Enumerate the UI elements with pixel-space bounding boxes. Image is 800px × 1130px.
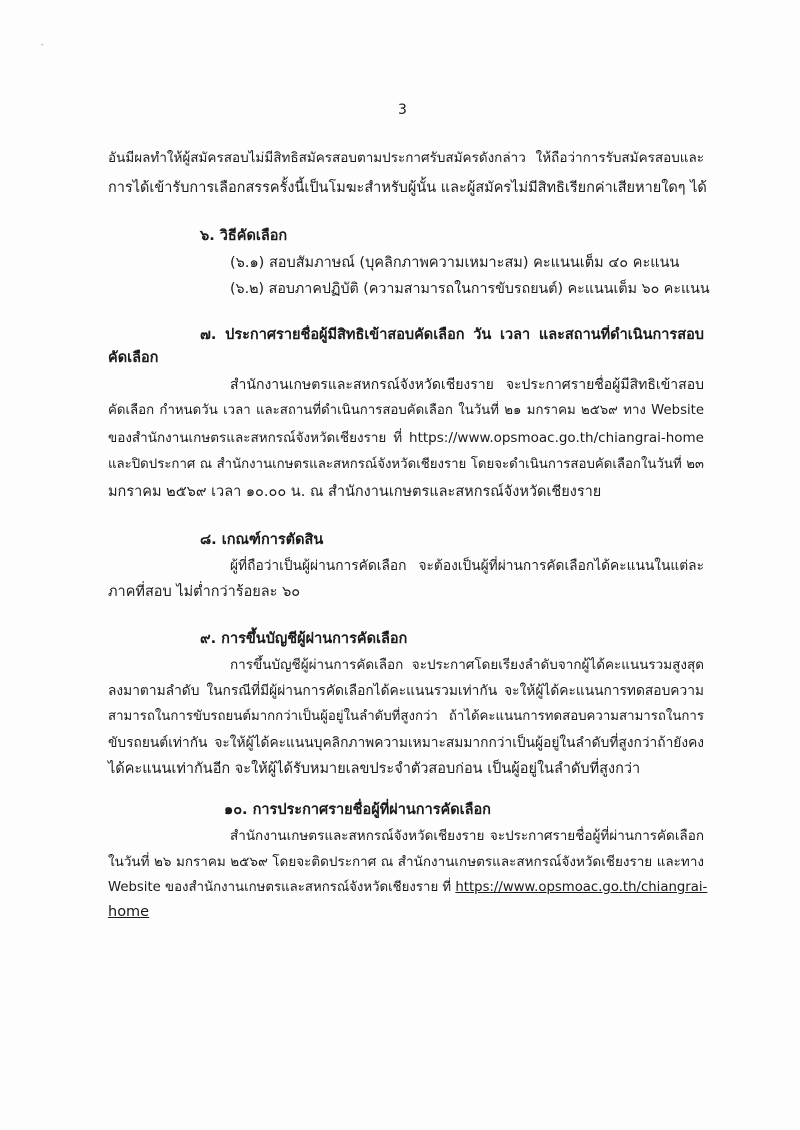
intro-line-1: อันมีผลทำให้ผู้สมัครสอบไม่มีสิทธิสมัครสอบตามประกาศรับสมัครดังกล่าว ให้ถือว่าการรับสมัครสอบและ bbox=[108, 150, 704, 166]
website-link[interactable]: https://www.opsmoac.go.th/chiangrai- bbox=[455, 880, 708, 895]
section-7-line-1: สำนักงานเกษตรและสหกรณ์จังหวัดเชียงราย จะประกาศรายชื่อผู้มีสิทธิเข้าสอบ bbox=[230, 377, 704, 393]
section-7-heading-line-1: ๗. ประกาศรายชื่อผู้มีสิทธิเข้าสอบคัดเลือก วัน เวลา และสถานที่ดำเนินการสอบ bbox=[200, 327, 704, 343]
section-9-line-4: ขับรถยนต์เท่ากัน จะให้ผู้ได้คะแนนบุคลิกภาพความเหมาะสมมากกว่าเป็นผู้อยู่ในลำดับที่สูงกว่าถ้ายังคง bbox=[108, 735, 704, 751]
section-9-line-5: ได้คะแนนเท่ากันอีก จะให้ผู้ได้รับหมายเลขประจำตัวสอบก่อน เป็นผู้อยู่ในลำดับที่สูงกว่า bbox=[108, 761, 641, 777]
section-9-line-2: ลงมาตามลำดับ ในกรณีที่มีผู้ผ่านการคัดเลือกได้คะแนนรวมเท่ากัน จะให้ผู้ได้คะแนนการทดสอบความ bbox=[108, 683, 704, 699]
section-6-heading: ๖. วิธีคัดเลือก bbox=[200, 228, 288, 244]
intro-line-2: การได้เข้ารับการเลือกสรรครั้งนี้เป็นโมฆะสำหรับผู้นั้น และผู้สมัครไม่มีสิทธิเรียกค่าเสียหายใดๆ ได้ bbox=[108, 180, 707, 196]
section-9-line-1: การขึ้นบัญชีผู้ผ่านการคัดเลือก จะประกาศโดยเรียงลำดับจากผู้ได้คะแนนรวมสูงสุด bbox=[230, 657, 704, 673]
section-9-heading: ๙. การขึ้นบัญชีผู้ผ่านการคัดเลือก bbox=[200, 631, 408, 647]
section-10-line-3 bbox=[108, 878, 707, 898]
section-9-line-3: สามารถในการขับรถยนต์มากกว่าเป็นผู้อยู่ในลำดับที่สูงกว่า ถ้าได้คะแนนการทดสอบความสามารถในการ bbox=[108, 709, 704, 724]
section-7-heading-line-2: คัดเลือก bbox=[108, 350, 159, 366]
page-number: 3 bbox=[398, 102, 407, 118]
scan-speck: ˇ bbox=[40, 44, 45, 54]
section-7-line-5: มกราคม ๒๕๖๙ เวลา ๑๐.๐๐ น. ณ สำนักงานเกษตรและสหกรณ์จังหวัดเชียงราย bbox=[108, 484, 602, 500]
section-8-heading: ๘. เกณฑ์การตัดสิน bbox=[200, 532, 324, 548]
section-6-item-1: (๖.๑) สอบสัมภาษณ์ (บุคลิกภาพความเหมาะสม) คะแนนเต็ม ๔๐ คะแนน bbox=[230, 255, 680, 271]
section-7-line-4: และปิดประกาศ ณ สำนักงานเกษตรและสหกรณ์จังหวัดเชียงราย โดยจะดำเนินการสอบคัดเลือกในวันที่ ๒๓ bbox=[108, 457, 704, 472]
section-7-line-3: ของสำนักงานเกษตรและสหกรณ์จังหวัดเชียงราย ที่ https://www.opsmoac.go.th/chiangrai-home bbox=[108, 430, 704, 446]
website-link-continuation[interactable]: home bbox=[108, 904, 150, 920]
section-10-line-3-text: Website ของสำนักงานเกษตรและสหกรณ์จังหวัดเชียงราย ที่ bbox=[108, 880, 456, 895]
section-7-line-2: คัดเลือก กำหนดวัน เวลา และสถานที่ดำเนินการสอบคัดเลือก ในวันที่ ๒๑ มกราคม ๒๕๖๙ ทาง Website bbox=[108, 403, 704, 418]
section-10-line-2: ในวันที่ ๒๖ มกราคม ๒๕๖๙ โดยจะติดประกาศ ณ สำนักงานเกษตรและสหกรณ์จังหวัดเชียงราย และทาง bbox=[108, 854, 704, 870]
section-10-line-1: สำนักงานเกษตรและสหกรณ์จังหวัดเชียงราย จะประกาศรายชื่อผู้ที่ผ่านการคัดเลือก bbox=[230, 828, 704, 844]
section-8-line-1: ผู้ที่ถือว่าเป็นผู้ผ่านการคัดเลือก จะต้องเป็นผู้ที่ผ่านการคัดเลือกได้คะแนนในแต่ละ bbox=[230, 558, 704, 574]
section-6-item-2: (๖.๒) สอบภาคปฏิบัติ (ความสามารถในการขับรถยนต์) คะแนนเต็ม ๖๐ คะแนน bbox=[230, 281, 710, 297]
section-8-line-2: ภาคที่สอบ ไม่ต่ำกว่าร้อยละ ๖๐ bbox=[108, 584, 301, 600]
section-10-heading: ๑๐. การประกาศรายชื่อผู้ที่ผ่านการคัดเลือก bbox=[224, 802, 491, 818]
